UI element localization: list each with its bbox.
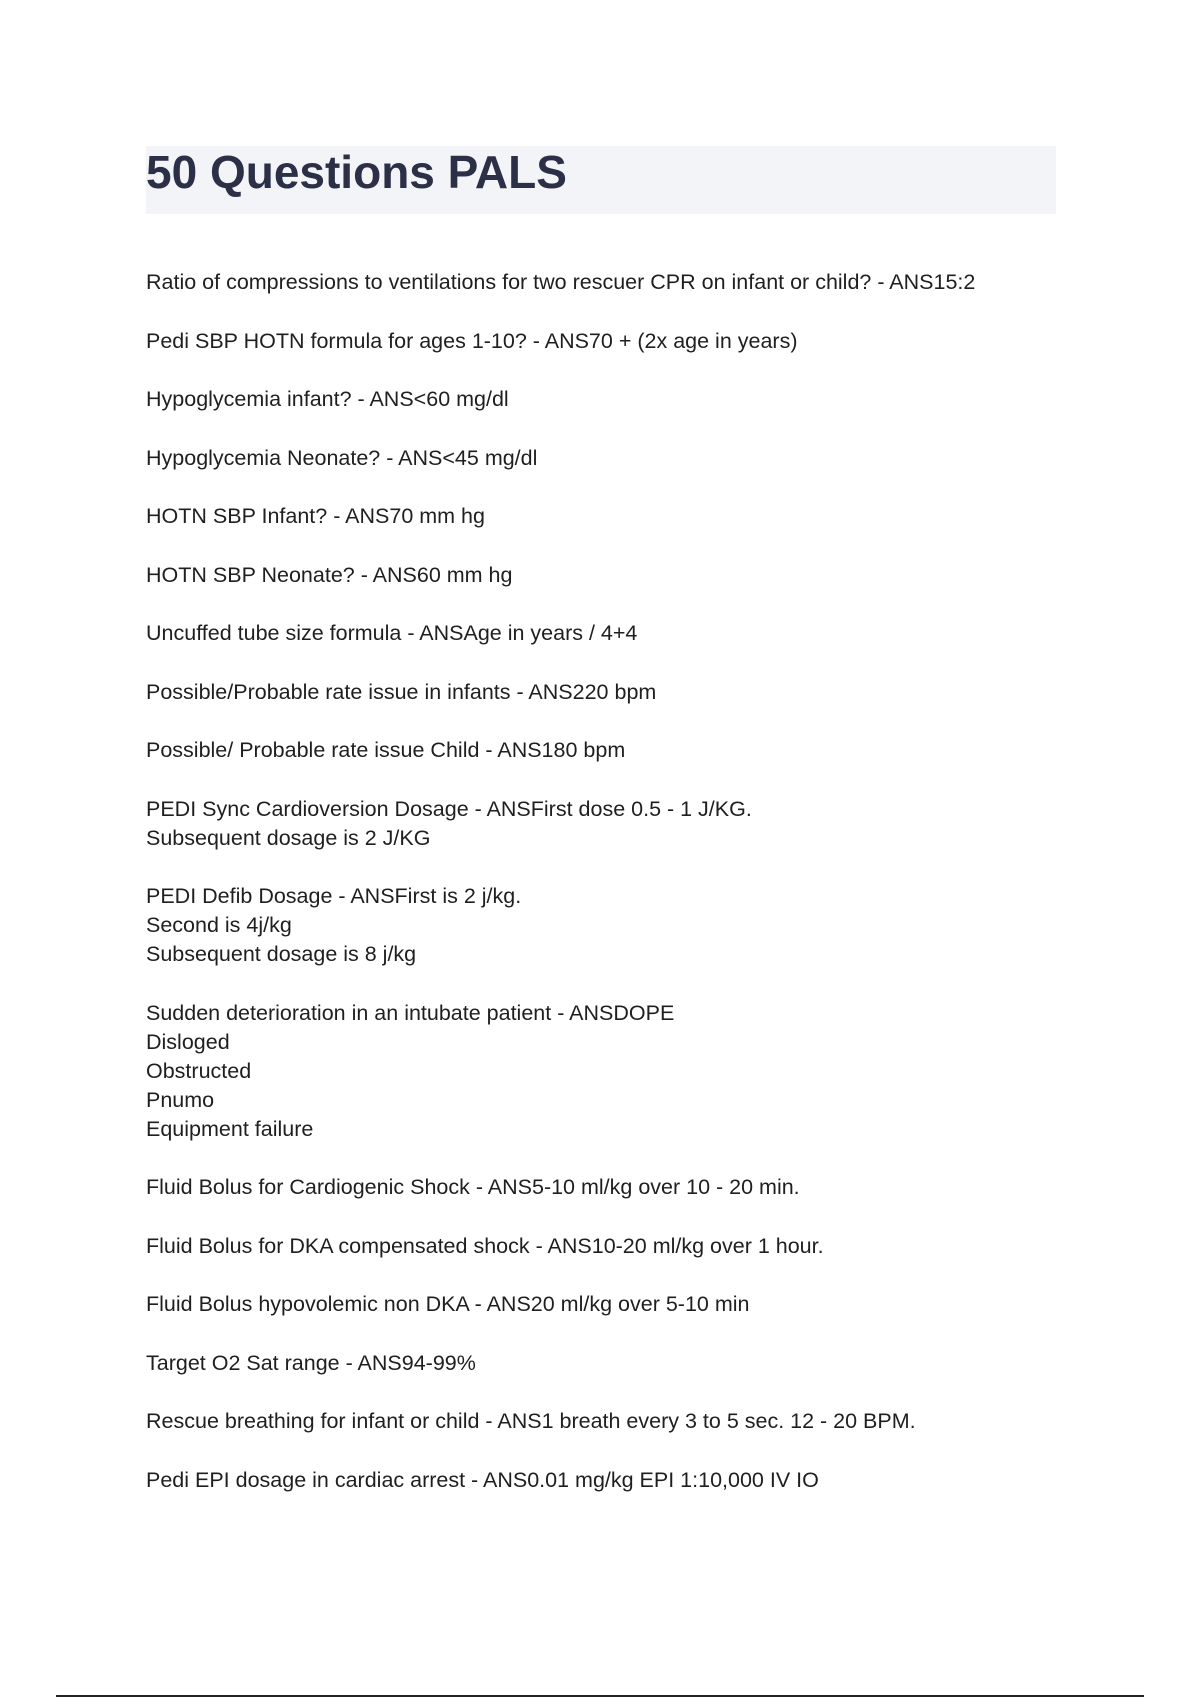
- qa-question-answer: PEDI Sync Cardioversion Dosage - ANSFirst dose 0.5 - 1 J/KG.: [146, 796, 752, 821]
- qa-question-answer: Hypoglycemia infant? - ANS<60 mg/dl: [146, 387, 509, 411]
- qa-question-answer: Uncuffed tube size formula - ANSAge in years / 4+4: [146, 621, 638, 645]
- qa-answer-line: Second is 4j/kg: [146, 913, 292, 937]
- qa-answer-line: Pnumo: [146, 1087, 215, 1112]
- qa-question-answer: PEDI Defib Dosage - ANSFirst is 2 j/kg.: [146, 884, 522, 908]
- qa-question-answer: Possible/Probable rate issue in infants - ANS220 bpm: [146, 679, 657, 704]
- qa-entry: [146, 1173, 1086, 1202]
- qa-entry: [146, 561, 1086, 590]
- qa-entry: [146, 327, 1086, 356]
- qa-answer-line: Disloged: [146, 1029, 230, 1054]
- qa-entry: [146, 1232, 1086, 1261]
- qa-question-answer: Rescue breathing for infant or child - ANS1 breath every 3 to 5 sec. 12 - 20 BPM.: [146, 1409, 916, 1433]
- qa-entry: [146, 444, 1086, 473]
- qa-entry: [146, 1407, 1086, 1436]
- qa-question-answer: Ratio of compressions to ventilations for two rescuer CPR on infant or child? - ANS15:2: [146, 270, 976, 294]
- qa-list: [146, 268, 1086, 1524]
- qa-entry: [146, 736, 1086, 765]
- footer-divider: [56, 1695, 1144, 1697]
- qa-question-answer: Hypoglycemia Neonate? - ANS<45 mg/dl: [146, 445, 538, 470]
- qa-question-answer: Fluid Bolus for DKA compensated shock - ANS10-20 ml/kg over 1 hour.: [146, 1233, 824, 1258]
- qa-answer-line: Subsequent dosage is 8 j/kg: [146, 942, 417, 966]
- qa-question-answer: HOTN SBP Neonate? - ANS60 mm hg: [146, 562, 513, 587]
- qa-entry: [146, 1349, 1086, 1378]
- qa-entry: [146, 268, 1086, 297]
- qa-question-answer: Fluid Bolus for Cardiogenic Shock - ANS5-10 ml/kg over 10 - 20 min.: [146, 1175, 800, 1199]
- qa-answer-line: Subsequent dosage is 2 J/KG: [146, 825, 431, 850]
- qa-question-answer: Fluid Bolus hypovolemic non DKA - ANS20 ml/kg over 5-10 min: [146, 1292, 750, 1316]
- qa-entry: [146, 385, 1086, 414]
- qa-entry: [146, 1290, 1086, 1319]
- qa-question-answer: Sudden deterioration in an intubate patient - ANSDOPE: [146, 1000, 675, 1025]
- qa-question-answer: Pedi EPI dosage in cardiac arrest - ANS0.01 mg/kg EPI 1:10,000 IV IO: [146, 1467, 819, 1492]
- qa-entry: [146, 619, 1086, 648]
- qa-answer-line: Equipment failure: [146, 1116, 314, 1141]
- qa-entry: [146, 795, 1086, 853]
- qa-question-answer: HOTN SBP Infant? - ANS70 mm hg: [146, 504, 485, 528]
- qa-question-answer: Pedi SBP HOTN formula for ages 1-10? - ANS70 + (2x age in years): [146, 328, 798, 353]
- qa-question-answer: Target O2 Sat range - ANS94-99%: [146, 1350, 476, 1375]
- qa-entry: [146, 882, 1086, 969]
- qa-answer-line: Obstructed: [146, 1058, 252, 1083]
- qa-entry: [146, 999, 1086, 1144]
- qa-entry: [146, 678, 1086, 707]
- page-title: 50 Questions PALS: [146, 146, 567, 198]
- qa-entry: [146, 502, 1086, 531]
- qa-entry: [146, 1466, 1086, 1495]
- qa-question-answer: Possible/ Probable rate issue Child - ANS180 bpm: [146, 738, 626, 762]
